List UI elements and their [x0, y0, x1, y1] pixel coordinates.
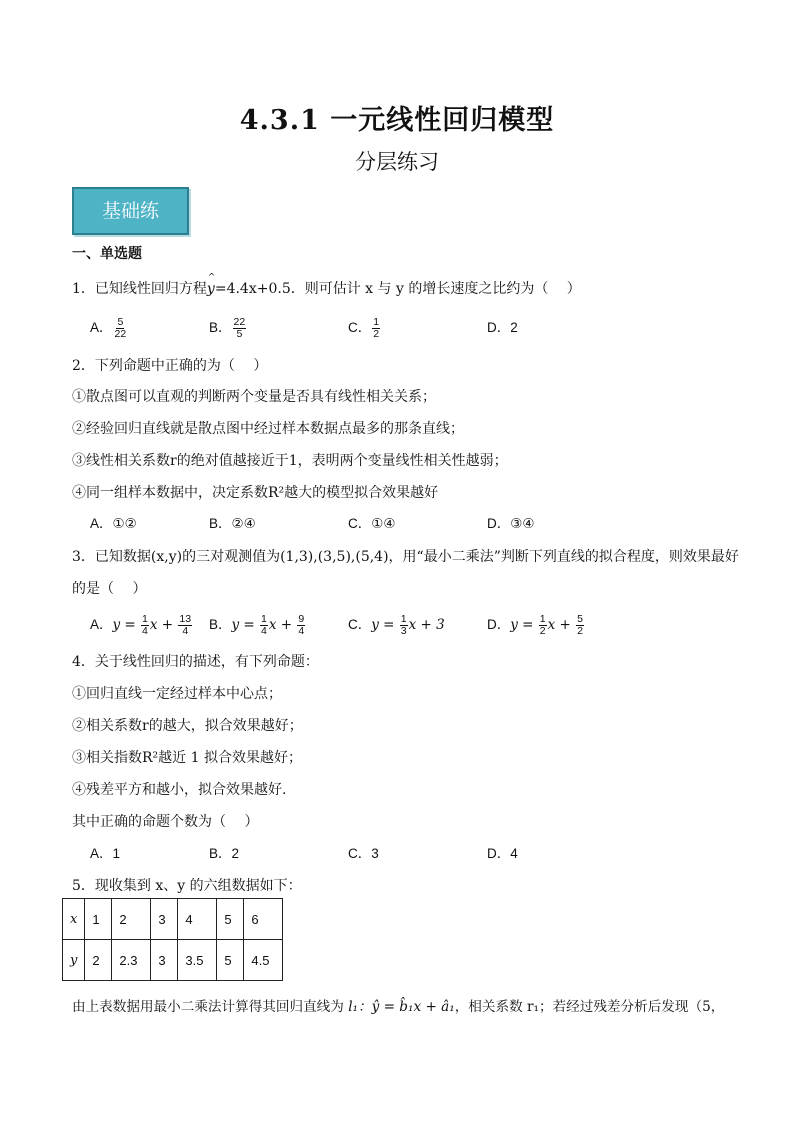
- question-5-stem: 5．现收集到 x、y 的六组数据如下：: [72, 878, 302, 894]
- data-table: [62, 898, 283, 981]
- page-subtitle: 分层练习: [355, 150, 439, 174]
- table-cell: 3: [151, 899, 178, 940]
- q2-option-a[interactable]: A．①②: [90, 516, 137, 531]
- page-title: 4.3.1 一元线性回归模型: [239, 105, 555, 136]
- q4-item-1: ①回归直线一定经过样本中心点；: [72, 686, 282, 702]
- q1-option-b[interactable]: B． $\frac{22}{5}$: [209, 316, 246, 340]
- q3-option-b[interactable]: B．y = $\frac{1}{4}$ x + $\frac{9}{4}$: [209, 613, 305, 637]
- q1-option-c[interactable]: C． $\frac{1}{2}$: [348, 316, 380, 340]
- table-cell: 6: [244, 899, 283, 940]
- q1-option-a[interactable]: A． $\frac{5}{22}$: [90, 316, 127, 340]
- q4-option-d[interactable]: D．4: [487, 846, 518, 861]
- regression-line: l₁：ŷ = b̂₁x + â₁: [348, 999, 455, 1015]
- q2-item-3: ③线性相关系数r的绝对值越接近于1，表明两个变量线性相关性越弱；: [72, 453, 508, 469]
- q4-item-3: ③相关指数R²越近 1 拟合效果越好；: [72, 750, 302, 766]
- question-2-stem: 2．下列命题中正确的为（ ）: [72, 358, 268, 374]
- q3-option-c[interactable]: C．y = $\frac{1}{3}$ x + 3: [348, 613, 445, 637]
- q1-option-d[interactable]: D．2: [487, 320, 518, 335]
- q2-item-2: ②经验回归直线就是散点图中经过样本数据点最多的那条直线；: [72, 421, 464, 437]
- table-cell: 4.5: [244, 940, 283, 981]
- q4-option-b[interactable]: B．2: [209, 846, 240, 861]
- table-row: [63, 940, 283, 981]
- q4-item-4: ④残差平方和越小，拟合效果越好.: [72, 782, 287, 798]
- question-4-stem: 4．关于线性回归的描述，有下列命题：: [72, 654, 319, 670]
- q2-option-d[interactable]: D．③④: [487, 516, 535, 531]
- q3-option-a[interactable]: A．y = $\frac{1}{4}$ x + $\frac{13}{4}$: [90, 613, 192, 637]
- table-cell: 5: [217, 940, 244, 981]
- table-cell: 4: [178, 899, 217, 940]
- table-cell: 2: [112, 899, 151, 940]
- y-hat: ^ y: [207, 279, 215, 299]
- q4-item-2: ②相关系数r的越大，拟合效果越好；: [72, 718, 303, 734]
- q2-item-4: ④同一组样本数据中，决定系数R²越大的模型拟合效果越好: [72, 485, 439, 501]
- table-cell: x: [63, 899, 85, 940]
- q5-after-table: [72, 997, 724, 1017]
- q3-option-d[interactable]: D．y = $\frac{1}{2}$ x + $\frac{5}{2}$: [487, 613, 583, 637]
- q5-after-c: ，相关系数 r₁；若经过残差分析后发现（5，: [454, 999, 725, 1015]
- table-cell: y: [63, 940, 85, 981]
- q4-option-c[interactable]: C．3: [348, 846, 379, 861]
- table-row: [63, 899, 283, 940]
- question-3-stem-line-2: 的是（ ）: [72, 581, 147, 597]
- table-cell: 3.5: [178, 940, 217, 981]
- table-cell: 2: [85, 940, 112, 981]
- question-1-stem: [72, 279, 581, 299]
- table-cell: 3: [151, 940, 178, 981]
- table-cell: 2.3: [112, 940, 151, 981]
- q2-item-1: ①散点图可以直观的判断两个变量是否具有线性相关关系；: [72, 389, 436, 405]
- section-heading: 一、单选题: [72, 246, 142, 262]
- q4-tail: 其中正确的命题个数为（ ）: [72, 814, 259, 830]
- q1-stem-b: =4.4x+0.5．则可估计 x 与 y 的增长速度之比约为（ ）: [214, 281, 581, 297]
- level-badge: 基础练: [72, 187, 189, 235]
- q1-stem-a: 1．已知线性回归方程: [72, 281, 207, 297]
- q2-option-b[interactable]: B．②④: [209, 516, 256, 531]
- table-cell: 1: [85, 899, 112, 940]
- q4-option-a[interactable]: A．1: [90, 846, 121, 861]
- q5-after-a: 由上表数据用最小二乘法计算得其回归直线为: [72, 999, 349, 1015]
- table-cell: 5: [217, 899, 244, 940]
- q2-option-c[interactable]: C．①④: [348, 516, 396, 531]
- question-3-stem-line-1: 3．已知数据(x,y)的三对观测值为(1,3),(3,5),(5,4)，用“最小二乘法”判断下列直线的拟合程度，则效果最好: [72, 549, 739, 565]
